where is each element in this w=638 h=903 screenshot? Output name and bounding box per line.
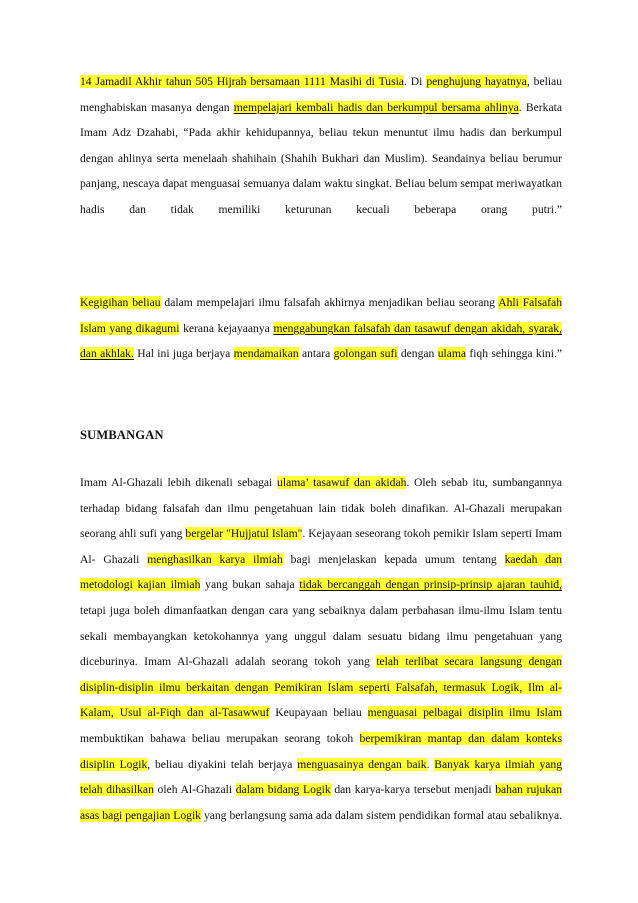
highlighted-text: telah terlibat secara langsung dengan disiplin-disiplin ilmu berkaitan dengan Pemikiran Islam seperti Falsafah, termasuk Logik, Ilm al-Kalam, Usul al-Fiqh dan al-Tasawwuf [80, 655, 562, 720]
highlighted-text: dalam bidang Logik [235, 783, 331, 797]
body-text: , beliau menghabiskan masanya dengan [80, 75, 562, 114]
paragraph-hayat [80, 69, 562, 223]
body-text: antara [298, 347, 334, 361]
body-text: yang berlangsung sama ada dalam sistem pendidikan formal atau sebaliknya. [200, 808, 562, 822]
body-text: . Oleh sebab itu, sumbangannya terhadap bidang falsafah dan ilmu pengetahuan lain tidak boleh dinafikan. Al-Ghazali merupakan seorang ahli sufi yang [80, 476, 562, 541]
highlighted-text: bahan rujukan asas bagi pengajian Logik [80, 783, 562, 822]
highlighted-text: bergelar "Hujjatul Islam" [185, 527, 303, 541]
body-text: kerana kejayaanya [179, 321, 274, 335]
paragraph-kegigihan [80, 290, 562, 367]
body-text: . Kejayaan seseorang tokoh pemikir Islam seperti Imam Al- Ghazali [80, 527, 562, 566]
highlighted-text: Banyak karya ilmiah yang telah dihasilkan [80, 757, 562, 797]
body-text: membuktikan bahawa beliau merupakan seorang tokoh [80, 731, 360, 745]
highlighted-text: 14 Jamadil Akhir tahun 505 Hijrah bersamaan 1111 Masihi di Tusia [80, 75, 404, 88]
highlighted-text: menggabungkan falsafah dan tasawuf dengan akidah, syarak, dan akhlak. [80, 321, 562, 361]
body-text: , beliau diyakini telah berjaya [147, 757, 298, 771]
body-text: tetapi juga boleh dimanfaatkan dengan cara yang sebaiknya dalam perbahasan ilmu-ilmu Islam tentu sekali membayangkan ketokohannya yang unggul dalam sesuatu bidang ilmu pengetahuan yang diceburinya. Imam Al-Ghazali adalah seorang tokoh yang [80, 603, 562, 669]
highlighted-text: ulama’ tasawuf dan akidah [277, 476, 407, 489]
highlighted-text: golongan sufi [333, 347, 398, 361]
body-text: dan karya-karya tersebut menjadi [330, 783, 496, 797]
body-text: dengan [397, 347, 438, 361]
body-text: . [426, 757, 435, 771]
body-text: Keupayaan beliau [269, 706, 368, 720]
body-text: bagi menjelaskan kepada umum tentang [282, 552, 505, 566]
body-text: dalam mempelajari ilmu falsafah akhirnya menjadikan beliau seorang [160, 296, 499, 309]
paragraph-sumbangan [80, 470, 562, 828]
body-text: fiqh sehingga kini.” [466, 347, 562, 361]
highlighted-text: menguasai pelbagai disiplin ilmu Islam [367, 706, 562, 720]
body-text: oleh Al-Ghazali [153, 783, 236, 797]
highlighted-text: menghasilkan karya ilmiah [147, 552, 283, 566]
body-text: . Di [403, 75, 427, 88]
highlighted-text: berpemikiran mantap dan dalam konteks disiplin Logik [80, 731, 562, 771]
highlighted-text: menguasainya dengan baik [297, 757, 427, 771]
highlighted-text: mempelajari kembali hadis dan berkumpul bersama ahlinya [233, 100, 519, 114]
highlighted-text: Ahli Falsafah Islam yang dikagumi [80, 296, 562, 335]
highlighted-text: mendamaikan [233, 347, 299, 361]
highlighted-text: penghujung hayatnya [426, 75, 527, 88]
body-text: Hal ini juga berjaya [133, 347, 234, 361]
highlighted-text: ulama [437, 347, 467, 361]
body-text: . Berkata Imam Adz Dzahabi, “Pada akhir kehidupannya, beliau tekun menuntut ilmu hadis dan berkumpul dengan ahlinya serta menelaah shahihain (Shahih Bukhari dan Muslim). Seandainya beliau berumur panjang, nescaya dapat menguasai semuanya dalam waktu singkat. Beliau belum sempat meriwayatkan hadis dan tidak memiliki keturunan kecuali beberapa orang putri.” [80, 100, 562, 216]
body-text: yang bukan sahaja [200, 578, 300, 592]
highlighted-text: kaedah dan metodologi kajian ilmiah [80, 552, 563, 592]
body-text: Imam Al-Ghazali lebih dikenali sebagai [80, 476, 278, 489]
highlighted-text: Kegigihan beliau [80, 296, 161, 309]
section-heading: SUMBANGAN [80, 428, 164, 442]
highlighted-text: tidak bercanggah dengan prinsip-prinsip ajaran tauhid, [299, 578, 562, 592]
